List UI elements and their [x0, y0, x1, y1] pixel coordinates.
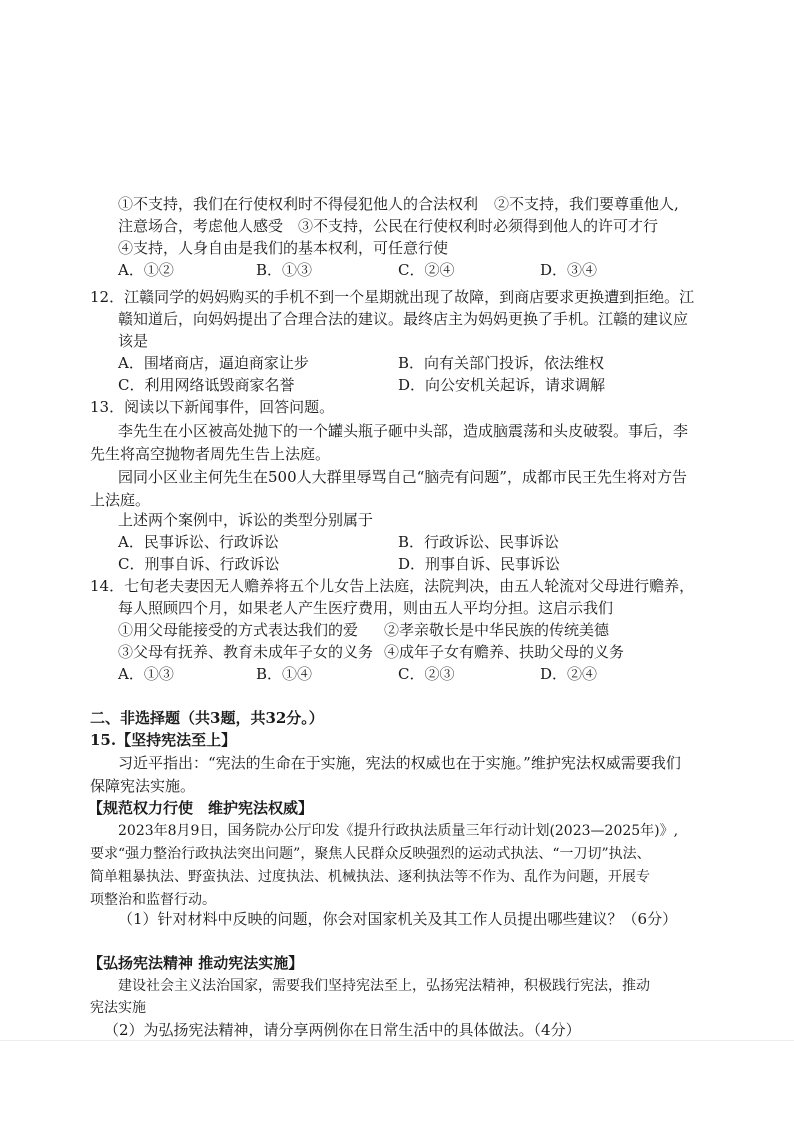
q14-option-c: C．②③ [398, 665, 455, 683]
q14-option-b: B．①④ [256, 665, 313, 683]
q15-question-1: （1）针对材料中反映的问题，你会对国家机关及其工作人员提出哪些建议？（6分） [118, 910, 678, 928]
q14-stem-line2: 每人照顾四个月，如果老人产生医疗费用，则由五人平均分担。这启示我们 [118, 599, 614, 617]
q12-stem-line2: 赣知道后，向妈妈提出了合理合法的建议。最终店主为妈妈更换了手机。江赣的建议应 [118, 310, 689, 328]
q13-option-a: A．民事诉讼、行政诉讼 [118, 533, 279, 551]
section-title: 二、非选择题（共3题，共32分。） [90, 709, 324, 727]
q13-option-d: D．刑事自诉、民事诉讼 [398, 555, 561, 573]
q11-statement-2: ②不支持，我们要尊重他人, [494, 195, 679, 213]
q15-material2-line2: 宪法实施 [90, 1000, 146, 1016]
q14-option-a: A．①③ [118, 665, 174, 683]
q15-sub2-title: 【弘扬宪法精神 推动宪法实施】 [88, 954, 304, 972]
q15-material2-line1: 建设社会主义法治国家，需要我们坚持宪法至上，弘扬宪法精神，积极践行宪法，推动 [118, 978, 650, 994]
q14-statement-2: ②孝亲敬长是中华民族的传统美德 [384, 621, 610, 639]
q13-stem: 13．阅读以下新闻事件，回答问题。 [90, 398, 335, 416]
q14-option-d: D．②④ [540, 665, 598, 683]
q12-option-b: B．向有关部门投诉，依法维权 [398, 354, 605, 372]
q14-statement-4: ④成年子女有赡养、扶助父母的义务 [384, 643, 625, 661]
q13-option-b: B．行政诉讼、民事诉讼 [398, 533, 560, 551]
q14-statement-3: ③父母有抚养、教育未成年子女的义务 [118, 643, 374, 661]
q12-option-a: A．围堵商店，逼迫商家让步 [118, 354, 309, 372]
q11-statement-line2: 注意场合，考虑他人感受 ③不支持，公民在行使权利时必须得到他人的许可才行 [118, 217, 659, 235]
q12-stem-line3: 该是 [118, 332, 149, 350]
q15-title: 15.【坚持宪法至上】 [90, 731, 237, 749]
q13-case1-line2: 先生将高空抛物者周先生告上法庭。 [90, 445, 331, 463]
q14-stem-line1: 14．七旬老夫妻因无人赡养将五个儿女告上法庭，法院判决，由五人轮流对父母进行赡养， [90, 577, 695, 595]
q15-intro-line1: 习近平指出：“宪法的生命在于实施，宪法的权威也在于实施。”维护宪法权威需要我们 [118, 754, 681, 772]
q11-option-d: D．③④ [540, 261, 598, 279]
q15-material-line2: 要求“强力整治行政执法突出问题”，聚焦人民群众反映强烈的运动式执法、“一刀切”执法、 [90, 846, 651, 862]
q12-stem-line1: 12．江赣同学的妈妈购买的手机不到一个星期就出现了故障，到商店要求更换遭到拒绝。江 [90, 288, 695, 306]
q15-intro-line2: 保障宪法实施。 [90, 777, 196, 795]
q11-statement-1: ①不支持，我们在行使权利时不得侵犯他人的合法权利 [118, 195, 479, 213]
q13-question: 上述两个案例中，诉讼的类型分别属于 [118, 511, 374, 529]
q13-case2-line2: 上法庭。 [90, 491, 151, 509]
q11-statement-4: ④支持，人身自由是我们的基本权利，可任意行使 [118, 239, 449, 257]
page-bottom-divider [0, 1040, 794, 1041]
q12-option-c: C．利用网络诋毁商家名誉 [118, 376, 295, 394]
q15-material-line4: 项整治和监督行动。 [90, 892, 216, 908]
q11-option-b: B．①③ [256, 261, 313, 279]
q14-statement-1: ①用父母能接受的方式表达我们的爱 [118, 621, 359, 639]
q15-question-2: （2）为弘扬宪法精神，请分享两例你在日常生活中的具体做法。（4分） [104, 1021, 581, 1039]
q13-case1-line1: 李先生在小区被高处抛下的一个罐头瓶子砸中头部，造成脑震荡和头皮破裂。事后，李 [118, 422, 689, 440]
q15-material-line3: 简单粗暴执法、野蛮执法、过度执法、机械执法、逐利执法等不作为、乱作为问题，开展专 [90, 869, 650, 885]
q11-option-c: C．②④ [398, 261, 455, 279]
q15-material-line1: 2023年8月9日，国务院办公厅印发《提升行政执法质量三年行动计划(2023—2025年)》, [118, 823, 679, 839]
q13-case2-line1: 园同小区业主何先生在500人大群里辱骂自己“脑壳有问题”，成都市民王先生将对方告 [118, 468, 687, 486]
q15-sub1-title: 【规范权力行使 维护宪法权威】 [88, 799, 314, 817]
q12-option-d: D．向公安机关起诉，请求调解 [398, 376, 606, 394]
q11-option-a: A．①② [118, 261, 174, 279]
q13-option-c: C．刑事自诉、行政诉讼 [118, 555, 280, 573]
